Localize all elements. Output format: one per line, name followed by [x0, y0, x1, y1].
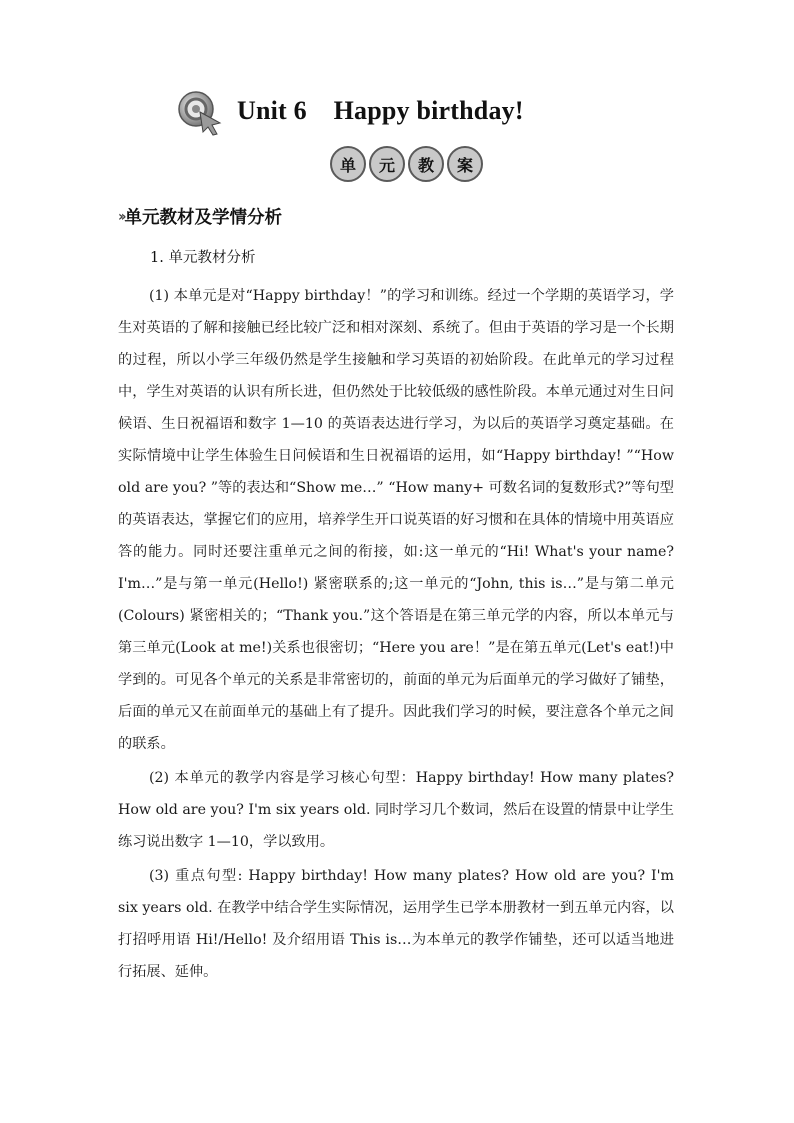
section-heading-text: 单元教材及学情分析: [124, 208, 283, 228]
subheading: 1. 单元教材分析: [150, 250, 256, 266]
title-row: [0, 90, 794, 140]
page-title: Unit 6 Happy birthday!: [237, 96, 524, 125]
paragraph: (1) 本单元是对“Happy birthday！”的学习和训练。经过一个学期的英语学习，学生对英语的了解和接触已经比较广泛和相对深刻、系统了。但由于英语的学习是一个长期的过程，所以小学三年级仍然是学生接触和学习英语的初始阶段。在此单元的学习过程中，学生对英语的认识有所长进，但仍然处于比较低级的感性阶段。本单元通过对生日问候语、生日祝福语和数字 1—10 的英语表达进行学习，为以后的英语学习奠定基础。在实际情境中让学生体验生日问候语和生日祝福语的运用，如“Happy birthday! ”“How old are you? ”等的表达和“Show me…” “How many+ 可数名词的复数形式?”等句型的英语表达，掌握它们的应用，培养学生开口说英语的好习惯和在具体的情境中用英语应答的能力。同时还要注重单元之间的衔接，如:这一单元的“Hi! What's your name? I'm…”是与第一单元(Hello!) 紧密联系的;这一单元的“John, this is…”是与第二单元(Colours) 紧密相关的；“Thank you.”这个答语是在第三单元学的内容，所以本单元与第三单元(Look at me!)关系也很密切；“Here you are！”是在第五单元(Let's eat!)中学到的。可见各个单元的关系是非常密切的，前面的单元为后面单元的学习做好了铺垫，后面的单元又在前面单元的基础上有了提升。因此我们学习的时候，要注意各个单元之间的联系。: [118, 288, 674, 752]
magnifier-cursor-icon: [176, 90, 224, 136]
section-heading: [118, 204, 282, 229]
badge-char: 教: [408, 146, 444, 182]
paragraph: (2) 本单元的教学内容是学习核心句型：Happy birthday! How many plates? How old are you? I'm six years old. 同时学习几个数词，然后在设置的情景中让学生练习说出数字 1—10，学以致用。: [118, 770, 674, 850]
badge-char: 单: [330, 146, 366, 182]
double-chevron-icon: ››: [118, 208, 124, 225]
unit-lesson-plan-badge: [330, 146, 486, 182]
badge-char: 元: [369, 146, 405, 182]
paragraph: (3) 重点句型: Happy birthday! How many plates? How old are you? I'm six years old. 在教学中结合学生实际情况，运用学生已学本册教材一到五单元内容，以打招呼用语 Hi!/Hello! 及介绍用语 This is…为本单元的教学作铺垫，还可以适当地进行拓展、延伸。: [118, 868, 674, 980]
badge-char: 案: [447, 146, 483, 182]
body-text: [118, 280, 674, 990]
